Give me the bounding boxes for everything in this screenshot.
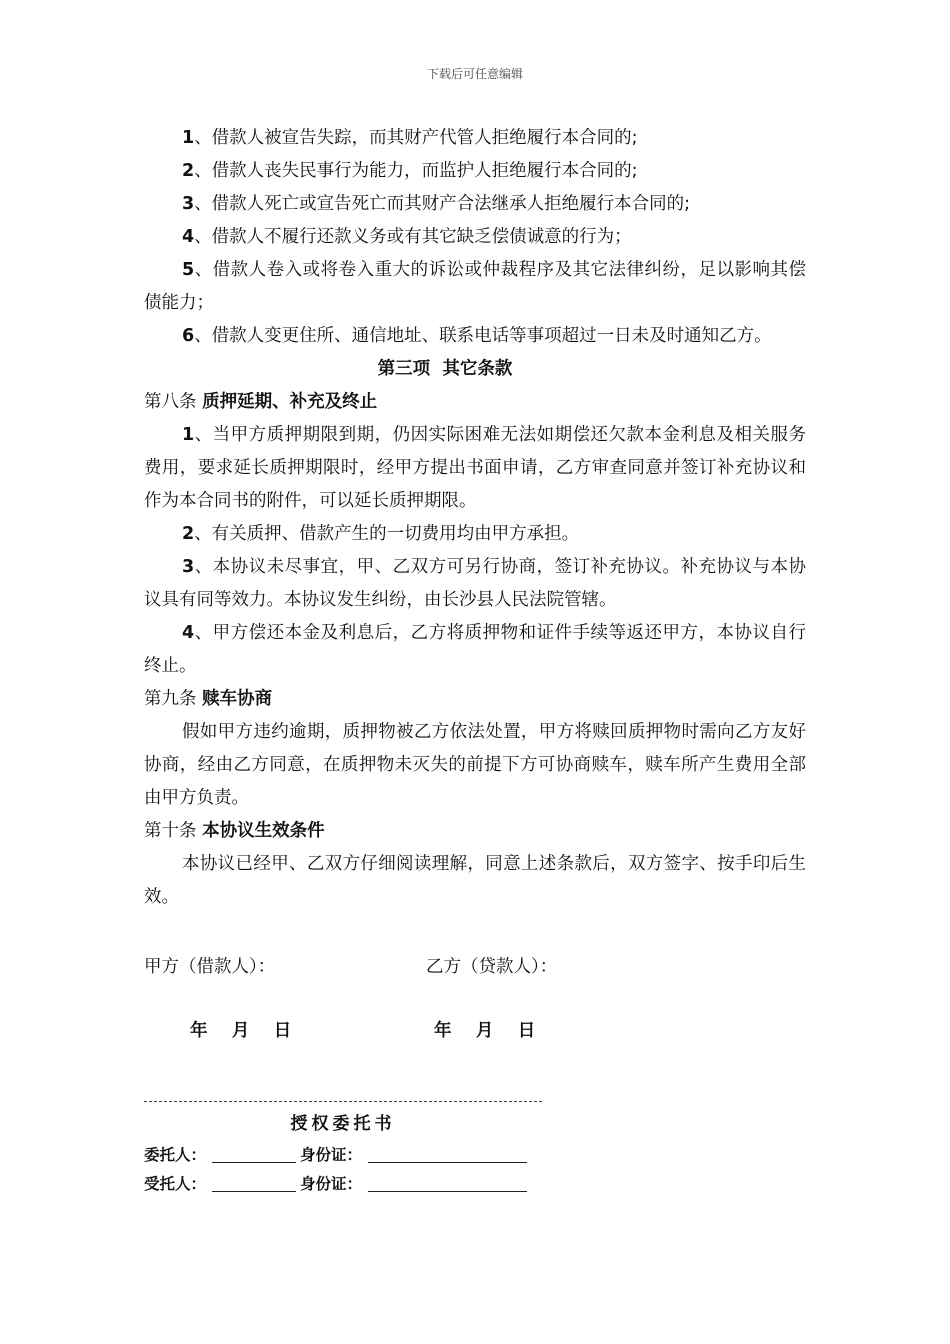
page-header: 下载后可任意编辑 — [426, 67, 523, 81]
clause-item: 1、当甲方质押期限到期，仍因实际困难无法如期偿还欠款本金利息及相关服务费用，要求延长质押期限时，经甲方提出书面申请，乙方审查同意并签订补充协议和作为本合同书的附件，可以延长质押期限。 — [144, 425, 806, 511]
authorization-title: 授权委托书 — [290, 1114, 396, 1134]
principal-name-blank[interactable] — [212, 1162, 296, 1163]
article-heading-10: 第十条 本协议生效条件 — [144, 821, 325, 841]
clause-item: 2、有关质押、借款产生的一切费用均由甲方承担。 — [182, 524, 580, 544]
article-heading-8: 第八条 质押延期、补充及终止 — [144, 392, 378, 412]
date-row — [144, 1015, 806, 1048]
date-b: 年 月 日 — [434, 1021, 536, 1041]
party-a-label: 甲方（借款人）： — [144, 957, 276, 977]
cut-line — [144, 1101, 542, 1102]
principal-id-blank[interactable] — [368, 1162, 527, 1163]
id-label: 身份证： — [300, 1146, 363, 1164]
article-9-text: 假如甲方违约逾期，质押物被乙方依法处置，甲方将赎回质押物时需向乙方友好协商，经由乙方同意，在质押物未灭失的前提下方可协商赎车，赎车所产生费用全部由甲方负责。 — [144, 722, 806, 808]
agent-id-blank[interactable] — [368, 1191, 527, 1192]
agent-name-blank[interactable] — [212, 1191, 296, 1192]
date-a: 年 月 日 — [190, 1021, 292, 1041]
signature-row — [144, 951, 806, 984]
clause-item: 4、借款人不履行还款义务或有其它缺乏偿债诚意的行为； — [182, 227, 632, 247]
article-heading-9: 第九条 赎车协商 — [144, 689, 273, 709]
party-b-label: 乙方（贷款人）： — [426, 957, 558, 977]
agent-row — [144, 1171, 544, 1197]
section-title: 第三项 其它条款 — [377, 359, 513, 379]
clause-item: 1、借款人被宣告失踪，而其财产代管人拒绝履行本合同的; — [182, 128, 638, 148]
clause-item: 3、借款人死亡或宣告死亡而其财产合法继承人拒绝履行本合同的; — [182, 194, 691, 214]
article-10-text: 本协议已经甲、乙双方仔细阅读理解，同意上述条款后，双方签字、按手印后生效。 — [144, 854, 806, 907]
clause-item: 6、借款人变更住所、通信地址、联系电话等事项超过一日未及时通知乙方。 — [182, 326, 772, 346]
principal-label: 委托人： — [144, 1146, 207, 1164]
clause-item: 4、甲方偿还本金及利息后，乙方将质押物和证件手续等返还甲方，本协议自行终止。 — [144, 623, 806, 676]
clause-item: 5、借款人卷入或将卷入重大的诉讼或仲裁程序及其它法律纠纷，足以影响其偿债能力； — [144, 260, 806, 313]
agent-label: 受托人： — [144, 1175, 207, 1193]
id-label: 身份证： — [300, 1175, 363, 1193]
clause-item: 3、本协议未尽事宜，甲、乙双方可另行协商，签订补充协议。补充协议与本协议具有同等效力。本协议发生纠纷，由长沙县人民法院管辖。 — [144, 557, 806, 610]
document-body — [144, 122, 806, 1048]
clause-item: 2、借款人丧失民事行为能力，而监护人拒绝履行本合同的; — [182, 161, 638, 181]
principal-row — [144, 1142, 544, 1168]
